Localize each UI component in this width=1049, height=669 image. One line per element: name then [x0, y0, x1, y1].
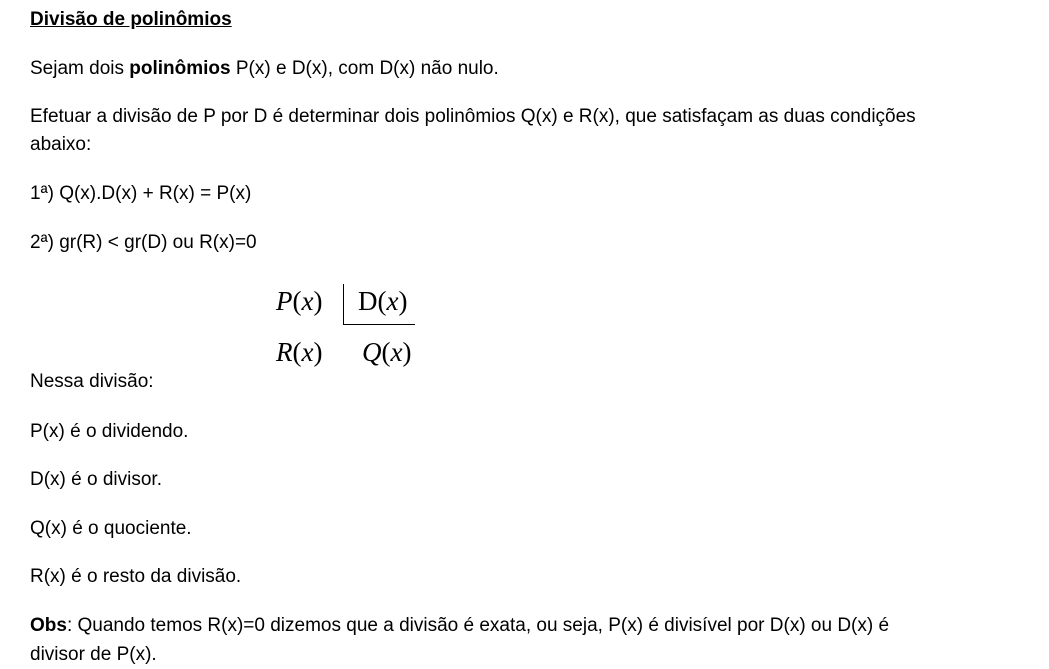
remainder-paren-open: (: [292, 337, 302, 367]
dividend-paren-close: ): [313, 286, 323, 316]
term-remainder: R(x) é o resto da divisão.: [30, 566, 242, 587]
divisor-expression: [358, 286, 407, 317]
remainder-expression: [276, 337, 322, 368]
division-vertical-bar: [343, 284, 344, 325]
quotient-paren-open: (: [381, 337, 391, 367]
quotient-paren-close: ): [402, 337, 412, 367]
obs-text: : Quando temos R(x)=0 dizemos que a divisão é exata, ou seja, P(x) é divisível por D(x) ou D(x) é: [66, 615, 890, 636]
dividend-letter: P: [276, 286, 293, 316]
condition-1: 1ª) Q(x).D(x) + R(x) = P(x): [30, 183, 252, 204]
condition-2: 2ª) gr(R) < gr(D) ou R(x)=0: [30, 232, 257, 253]
intro-paragraph: [30, 57, 499, 81]
definition-line-2: abaixo:: [30, 134, 92, 155]
remainder-letter: R: [276, 337, 293, 367]
term-dividend: P(x) é o dividendo.: [30, 421, 189, 442]
divisor-paren-open: (: [377, 286, 387, 316]
obs-line-1: [30, 614, 889, 638]
quotient-variable: x: [390, 337, 403, 367]
divisor-variable: x: [386, 286, 399, 316]
divisor-paren-close: ): [398, 286, 408, 316]
term-divisor: D(x) é o divisor.: [30, 469, 162, 490]
term-quotient: Q(x) é o quociente.: [30, 518, 192, 539]
remainder-variable: x: [301, 337, 314, 367]
dividend-variable: x: [301, 286, 314, 316]
definition-line-1: Efetuar a divisão de P por D é determinar dois polinômios Q(x) e R(x), que satisfaçam as duas condições: [30, 106, 916, 127]
obs-label: Obs: [30, 615, 67, 636]
intro-text-end: P(x) e D(x), com D(x) não nulo.: [230, 58, 499, 79]
document-title: Divisão de polinômios: [30, 9, 232, 30]
quotient-expression: [362, 337, 411, 368]
terms-heading: Nessa divisão:: [30, 371, 154, 392]
intro-text-start: Sejam dois: [30, 58, 130, 79]
division-diagram: [276, 282, 476, 372]
dividend-paren-open: (: [292, 286, 302, 316]
dividend-expression: [276, 286, 322, 317]
obs-line-2: divisor de P(x).: [30, 644, 157, 665]
quotient-letter: Q: [362, 337, 382, 367]
intro-bold-term: polinômios: [129, 58, 231, 79]
divisor-letter: D: [358, 286, 378, 316]
division-horizontal-bar: [344, 324, 415, 325]
remainder-paren-close: ): [313, 337, 323, 367]
